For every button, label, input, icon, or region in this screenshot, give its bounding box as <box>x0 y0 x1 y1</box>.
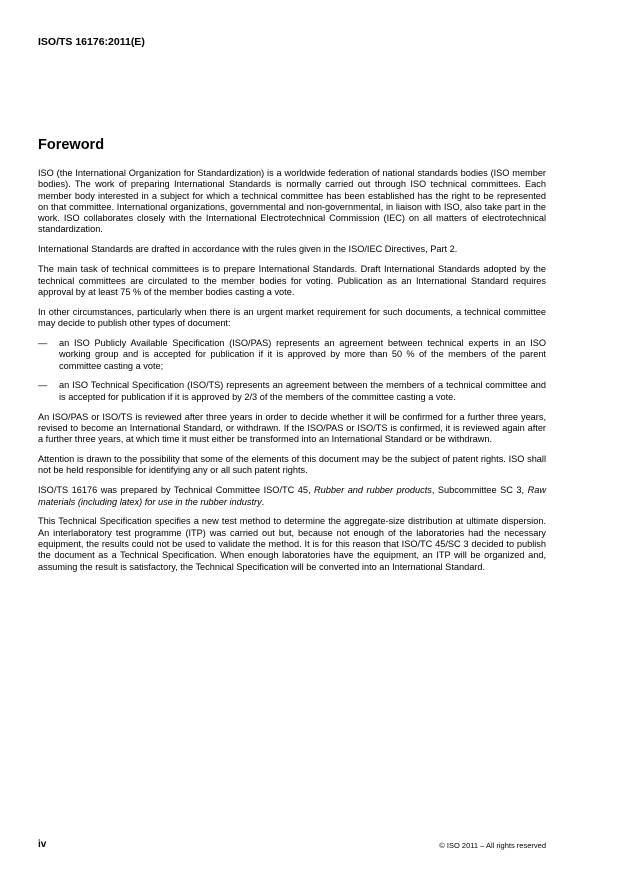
prepared-by-text: . <box>261 496 265 507</box>
prepared-by-text: , Subcommittee SC 3, <box>431 485 528 496</box>
dash-bullet: — <box>38 337 48 348</box>
subcommittee-name: Raw materials (including latex) for use in the rubber industry <box>38 485 546 507</box>
list-item-text: an ISO Publicly Available Specification (ISO/PAS) represents an agreement between technical experts in an ISO working group and is accepted for publication if it is approved by more than 50 % of the members of the parent committee casting a vote; <box>59 337 546 371</box>
committee-name: Rubber and rubber products <box>314 485 432 496</box>
paragraph-prepared-by <box>38 485 546 508</box>
prepared-by-text: ISO/TS 16176 was prepared by Technical Committee ISO/TC 45, <box>38 485 315 496</box>
paragraph-directives: International Standards are drafted in accordance with the rules given in the ISO/IEC Directives, Part 2. <box>38 244 458 255</box>
page-title: Foreword <box>38 137 105 153</box>
paragraph-other-circumstances: In other circumstances, particularly when there is an urgent market requirement for such documents, a technical committee may decide to publish other types of document: <box>38 306 546 329</box>
page-number: iv <box>38 839 47 850</box>
foreword-body <box>38 168 546 582</box>
list-item <box>38 338 546 372</box>
paragraph-review: An ISO/PAS or ISO/TS is reviewed after three years in order to decide whether it will be confirmed for a further three years, revised to become an International Standard, or withdrawn. If the ISO/PAS or ISO/TS is confirmed, it is reviewed again after a further three years, at which time it must either be transformed into an International Standard or be withdrawn. <box>38 411 546 445</box>
dash-bullet: — <box>38 380 48 391</box>
document-id: ISO/TS 16176:2011(E) <box>38 36 145 48</box>
list-item <box>38 380 546 403</box>
paragraph-main-task: The main task of technical committees is to prepare International Standards. Draft International Standards adopted by the technical committees are circulated to the member bodies for voting. Publication as an International Standard requires approval by at least 75 % of the member bodies casting a vote. <box>38 264 546 297</box>
paragraph-technical-specification: This Technical Specification specifies a new test method to determine the aggregate-size distribution at ultimate dispersion. An interlaboratory test programme (ITP) was carried out but, because not enough of the laboratories had the necessary equipment, the results could not be used to validate the method. It is for this reason that ISO/TC 45/SC 3 decided to publish the document as a Technical Specification. When enough laboratories have the equipment, an ITP will be organized and, assuming the result is satisfactory, the Technical Specification will be converted into an International Standard. <box>38 516 546 572</box>
list-item-text: an ISO Technical Specification (ISO/TS) represents an agreement between the members of a technical committee and is accepted for publication if it is approved by 2/3 of the members of the committee casting a vote. <box>59 380 546 402</box>
copyright-notice: © ISO 2011 – All rights reserved <box>439 841 546 850</box>
paragraph-patent: Attention is drawn to the possibility that some of the elements of this document may be the subject of patent rights. ISO shall not be held responsible for identifying any or all such patent rights. <box>38 454 546 476</box>
paragraph-iso-intro: ISO (the International Organization for Standardization) is a worldwide federation of national standards bodies (ISO member bodies). The work of preparing International Standards is normally carried out through ISO technical committees. Each member body interested in a subject for which a technical committee has been established has the right to be represented on that committee. International organizations, governmental and non-governmental, in liaison with ISO, also take part in the work. ISO collaborates closely with the International Electrotechnical Commission (IEC) on all matters of electrotechnical standardization. <box>38 168 546 235</box>
